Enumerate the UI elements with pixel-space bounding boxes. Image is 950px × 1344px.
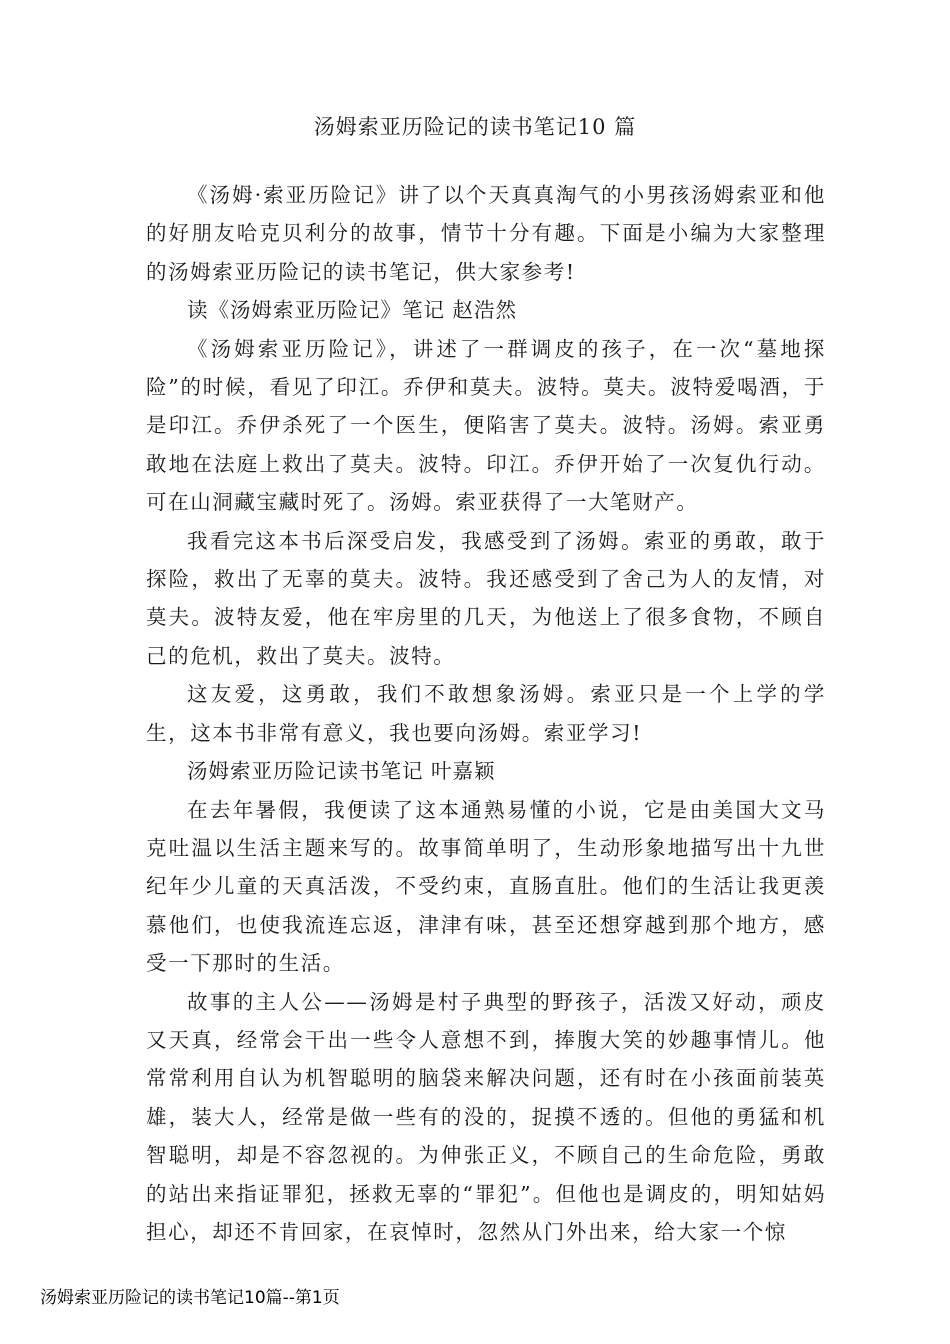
document-title: 汤姆索亚历险记的读书笔记10 篇 bbox=[313, 115, 637, 139]
body-paragraph: 在去年暑假，我便读了这本通熟易懂的小说，它是由美国大文马克吐温以生活主题来写的。故事简单明了，生动形象地描写出十九世纪年少儿童的天真活泼，不受约束，直肠直肚。他们的生活让我更羡慕他们，也使我流连忘返，津津有味，甚至还想穿越到那个地方，感受一下那时的生活。 bbox=[146, 797, 826, 976]
body-paragraph: 故事的主人公——汤姆是村子典型的野孩子，活泼又好动，顽皮又天真，经常会干出一些令人意想不到，捧腹大笑的妙趣事情儿。他常常利用自认为机智聪明的脑袋来解决问题，还有时在小孩面前装英雄，装大人，经常是做一些有的没的，捉摸不透的。但他的勇猛和机智聪明，却是不容忽视的。为伸张正义，不顾自己的生命危险，勇敢的站出来指证罪犯，拯救无辜的“罪犯”。但他也是调皮的，明知姑妈担心，却还不肯回家，在哀悼时，忽然从门外出来，给大家一个惊 bbox=[146, 989, 826, 1244]
body-paragraph: 这友爱，这勇敢，我们不敢想象汤姆。索亚只是一个上学的学生，这本书非常有意义，我也要向汤姆。索亚学习! bbox=[146, 682, 826, 745]
body-paragraph: 我看完这本书后深受启发，我感受到了汤姆。索亚的勇敢，敢于探险，救出了无辜的莫夫。波特。我还感受到了舍己为人的友情，对莫夫。波特友爱，他在牢房里的几天，为他送上了很多食物，不顾自己的危机，救出了莫夫。波特。 bbox=[146, 528, 826, 668]
intro-paragraph: 《汤姆·索亚历险记》讲了以个天真真淘气的小男孩汤姆索亚和他的好朋友哈克贝利分的故事，情节十分有趣。下面是小编为大家整理的汤姆索亚历险记的读书笔记，供大家参考! bbox=[146, 183, 826, 284]
body-paragraph: 《汤姆索亚历险记》，讲述了一群调皮的孩子，在一次“墓地探险”的时候，看见了印江。乔伊和莫夫。波特。莫夫。波特爱喝酒，于是印江。乔伊杀死了一个医生，便陷害了莫夫。波特。汤姆。索亚勇敢地在法庭上救出了莫夫。波特。印江。乔伊开始了一次复仇行动。可在山洞藏宝藏时死了。汤姆。索亚获得了一大笔财产。 bbox=[146, 336, 826, 515]
section-heading-ye: 汤姆索亚历险记读书笔记 叶嘉颖 bbox=[187, 759, 496, 784]
page-footer: 汤姆索亚历险记的读书笔记10篇--第1页 bbox=[40, 1288, 340, 1308]
document-body bbox=[146, 176, 826, 1251]
section-heading-zhao: 读《汤姆索亚历险记》笔记 赵浩然 bbox=[187, 298, 518, 323]
